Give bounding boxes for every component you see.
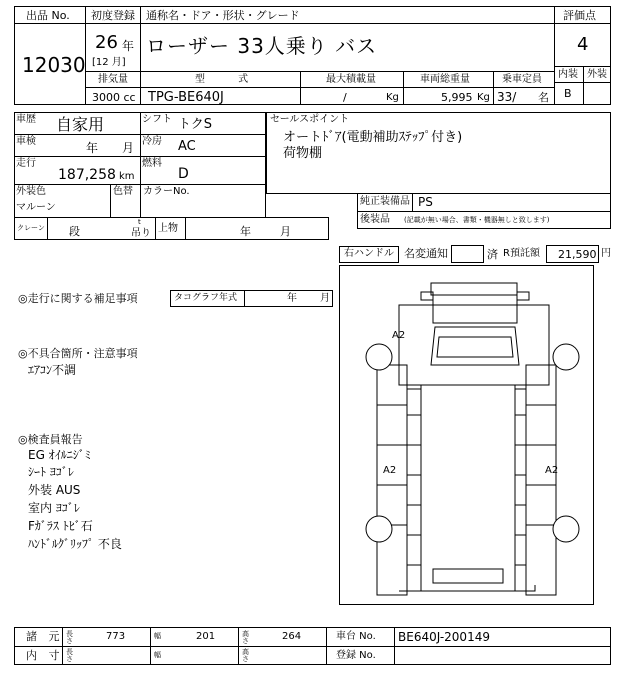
capacity: 33/	[497, 90, 517, 104]
loader-month-unit: 月	[280, 225, 291, 238]
chassis-number: BE640J-200149	[398, 630, 490, 644]
grade-label: 評価点	[563, 9, 596, 22]
crane-ton-label: t	[138, 218, 141, 226]
interior-dims-label: 内 寸	[26, 649, 60, 662]
in-length-label: 長さ	[66, 648, 73, 663]
damage-mark-front: A2	[392, 330, 406, 341]
damage-mark-right: A2	[545, 465, 559, 476]
history-label: 車歴	[16, 114, 36, 125]
inspector-line-5: Fｶﾞﾗｽ ﾄﾋﾞ石	[28, 519, 93, 533]
in-width-label: 幅	[154, 651, 161, 659]
max-load-unit: Kg	[386, 92, 399, 103]
max-load: /	[343, 91, 347, 104]
running-label: ◎走行に関する補足事項	[18, 292, 138, 305]
sales-label: セールスポイント	[270, 114, 350, 125]
exterior-label: 外装	[587, 69, 607, 80]
history: 自家用	[56, 115, 105, 134]
defect-1: ｴｱｺﾝ不調	[28, 363, 77, 377]
bus-diagram	[339, 265, 594, 605]
name-change-label: 名変通知	[404, 247, 448, 260]
tacho-label: タコグラフ年式	[174, 293, 238, 303]
vehicle-name: ローザー 33人乗り バス	[146, 34, 378, 58]
damage-mark-left: A2	[383, 465, 397, 476]
steering: 右ハンドル	[344, 248, 394, 259]
loader-label: 上物	[158, 223, 178, 234]
color-code-label: カラーNo.	[143, 186, 190, 197]
color-change-label: 色替	[113, 186, 133, 197]
windshield	[431, 327, 519, 365]
name-change-box	[451, 245, 484, 263]
mileage-label: 走行	[16, 158, 36, 169]
model: TPG-BE640J	[148, 90, 224, 105]
capacity-label: 乗車定員	[502, 74, 542, 85]
chassis-label: 車台 No.	[336, 631, 376, 642]
reg-month: [12 月]	[92, 57, 126, 68]
yen-unit: 円	[601, 248, 611, 259]
reg-year: 26	[95, 32, 118, 53]
year-unit: 年	[122, 39, 135, 53]
right-side	[526, 365, 559, 595]
inspector-line-3: 外装 AUS	[28, 483, 81, 497]
grade-score: 4	[577, 34, 589, 55]
length-label: 長さ	[66, 630, 73, 645]
gross-weight-label: 車両総重量	[420, 74, 470, 85]
fuel: D	[178, 166, 189, 182]
inspector-line-1: EG ｵｲﾙﾆｼﾞﾐ	[28, 448, 91, 462]
right-mirror	[517, 292, 529, 300]
crane-stage-unit: 段	[69, 225, 80, 238]
left-side	[377, 365, 407, 595]
registration-label: 登録 No.	[336, 650, 376, 661]
displacement: 3000 cc	[92, 91, 136, 104]
width-label: 幅	[154, 632, 161, 640]
inspector-line-6: ﾊﾝﾄﾞﾙｸﾞﾘｯﾌﾟ 不良	[28, 537, 122, 551]
wheel-front-right	[553, 344, 579, 370]
inspector-label: ◎検査員報告	[18, 433, 83, 446]
shift-label: シフト	[142, 114, 172, 125]
aftermarket-note: (記載が無い場合、書類・機器無しと致します)	[404, 216, 550, 224]
height-value: 264	[282, 631, 302, 642]
reg-label: 初度登録	[91, 9, 135, 22]
gross-weight-unit: Kg	[477, 92, 490, 103]
crane-lift-label: 吊り	[131, 228, 151, 239]
inspector-line-4: 室内 ﾖｺﾞﾚ	[28, 501, 80, 515]
interior-grade: B	[564, 87, 572, 100]
sales-line-1: オートﾄﾞｱ(電動補助ｽﾃｯﾌﾟ付き)	[283, 130, 463, 145]
height-label: 高さ	[242, 630, 249, 645]
fuel-label: 燃料	[142, 158, 162, 169]
aircon: AC	[178, 139, 196, 154]
name-label: 通称名・ドア・形状・グレード	[146, 9, 300, 22]
wheel-rear-right	[553, 516, 579, 542]
shift: トクS	[178, 117, 212, 132]
sales-line-2: 荷物棚	[283, 146, 323, 161]
in-height-label: 高さ	[242, 648, 249, 663]
width-value: 201	[196, 631, 216, 642]
lot-number: 12030	[22, 53, 86, 77]
front-bumper	[431, 283, 517, 295]
tacho-year-unit: 年	[287, 293, 297, 304]
inspection-month-unit: 月	[122, 141, 135, 155]
loader-year-unit: 年	[240, 225, 251, 238]
genuine-label: 純正装備品	[360, 196, 410, 207]
gross-weight: 5,995	[441, 91, 473, 104]
recycle-fee-label: R預託額	[503, 248, 540, 259]
exterior-color-label: 外装色	[16, 186, 46, 197]
aftermarket-label: 後装品	[360, 214, 390, 225]
crane-label: クレーン	[17, 224, 45, 232]
inspection-label: 車検	[16, 136, 36, 147]
wheel-front-left	[366, 344, 392, 370]
max-load-label: 最大積載量	[326, 74, 376, 85]
displacement-label: 排気量	[98, 74, 128, 85]
capacity-unit: 名	[538, 91, 549, 104]
mileage-unit: km	[119, 171, 135, 182]
rear-bumper	[433, 569, 503, 583]
defect-label: ◎不具合箇所・注意事項	[18, 347, 138, 360]
length-value: 773	[106, 631, 126, 642]
dims-label: 諸 元	[26, 630, 60, 643]
recycle-fee: 21,590	[558, 248, 597, 261]
dash	[437, 337, 513, 357]
roof	[421, 385, 515, 591]
mileage: 187,258	[58, 167, 116, 183]
exterior-color: マルーン	[16, 202, 56, 213]
genuine-equipment: PS	[418, 195, 433, 209]
hood	[433, 295, 517, 323]
aircon-label: 冷房	[142, 136, 162, 147]
inspector-line-2: ｼｰﾄ ﾖｺﾞﾚ	[28, 465, 74, 479]
tacho-month-unit: 月	[320, 293, 330, 304]
inspection-year-unit: 年	[86, 141, 99, 155]
wheel-rear-left	[366, 516, 392, 542]
model-label: 型 式	[195, 74, 249, 85]
recycle-label: 済	[487, 248, 498, 261]
lot-label: 出品 No.	[26, 9, 70, 22]
interior-label: 内装	[558, 69, 578, 80]
